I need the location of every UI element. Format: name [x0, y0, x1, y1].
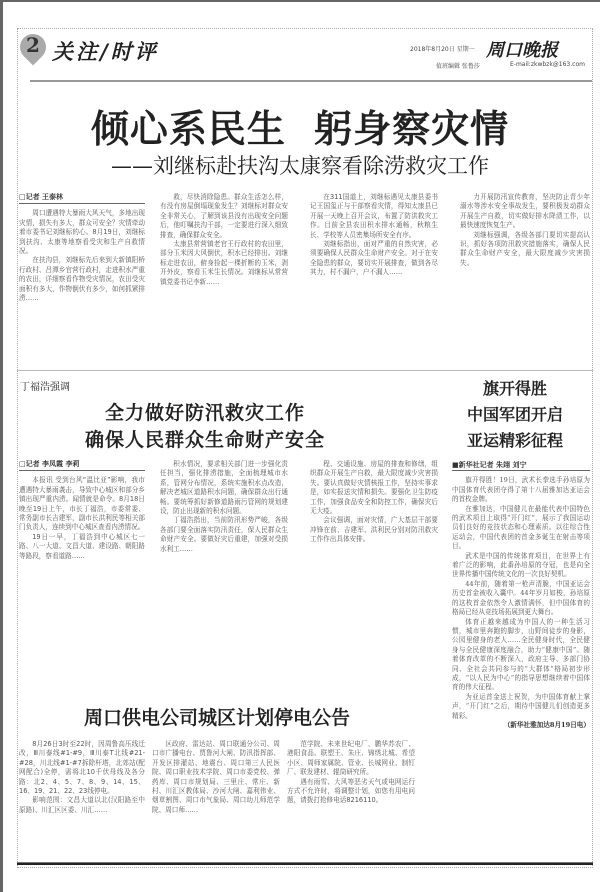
- newspaper-logo: 周口晚报: [486, 40, 558, 61]
- asian-games-byline: ■新华社记者 朱翊 刘宁: [452, 460, 590, 471]
- lead-byline: □记者 王泰林: [19, 193, 145, 204]
- paragraph: 在311国道上，刘继标遇见太康县委书记王国玺正与干部察看灾情，得知太康县已开展一天晚上召开会议，布置了防洪救灾工作。目前全县农田积水排水通畅，秋粮生长、学校等人员密集场所安全有序。: [310, 193, 438, 239]
- flood-column-2: [160, 460, 288, 685]
- flood-byline: □记者 李凤霞 李莉: [19, 460, 145, 471]
- paragraph: 8月26日3时至22时，因周鲁高压线迁改，Ⅲ川泰线#1-#9，Ⅲ川泰T北线#21-#28，川北线#1-#7拆除杆塔，北郊站(配网配合)全停，需将北10千伏母线及各分路：北2、4、5、7、8、9、14、15、16、19、21、22、23线停电。: [19, 740, 145, 796]
- asian-games-column: [452, 460, 590, 860]
- paragraph: 丁福浩指出，当前防汛形势严峻，各级各部门要全面落实防汛责任，保人民群众生命财产安全。要做好灾后重建，加强对受损水利工……: [160, 516, 288, 553]
- paragraph: 积水情况，要求相关部门进一步强化责任担当，强化排涝措施，全面梳理城市水系，管网分布情况，系统实施积水点改造，解决老城区道路积水问题，确保群众出行通畅。要统筹抓好新修道路雨污管网的规划建设，防止出现新的积水问题。: [160, 460, 288, 516]
- contact-email: E-mail:zkwbzk@163.com: [510, 61, 585, 68]
- section-title: 关注/时评: [52, 39, 159, 64]
- lead-subheadline: ——刘继标赴扶沟太康察看除涝救灾工作: [111, 154, 489, 178]
- headline-line: 亚运精彩征程: [466, 431, 563, 450]
- paragraph: 影响范围：文昌大道以北(汉阳路至中原路)、川汇区区委、川汇……: [19, 796, 145, 814]
- headline-line: 旗开得胜: [482, 379, 547, 398]
- issue-date: 2018年8月20日 星期一: [410, 46, 475, 53]
- bottom-rule: [17, 862, 593, 865]
- paragraph: 太康县常营镇老官王行政村的农田里，部分玉米因大风倒伏，积水已经排出。刘继标走进农田，俯身捡起一棵折断的玉米，剥开外皮，察看玉米生长情况。刘继标从常营镇党委书记李新……: [160, 240, 288, 286]
- asian-games-headline: [440, 376, 590, 454]
- paragraph: 遇有雨雪、大风等恶劣天气或电网运行方式不允许时，将调整计划，如您有用电问题，请拨打抢修电话8216110。: [287, 777, 415, 805]
- paragraph: 44年前，随着第一枪声清脆，中国亚运会历史首金被收入囊中。44年岁月如梭，孙培原的这枚首金依然令人激情满怀，但中国体育的格局已经从竞技场拓展到更大舞台。: [452, 579, 590, 617]
- flood-column-3: [310, 460, 438, 685]
- notice-column-1: [19, 740, 145, 850]
- paragraph: 武术是中国的传统体育项目，在世界上有着广泛的影响，此番孙培原的夺冠，也是向全世界传播中国传统文化的一次良好契机。: [452, 551, 590, 579]
- paragraph: 区政府、雷达站、周口联通分公司、周口市广播电台、贾鲁河大闸、防汛指挥部、开发区排灌站、地震台、周口第三人民医院、周口职业技术学院、周口市委党校、弹药库、周口市规划局、三里庄、常庄、新村、川汇区教体局、沙河大闸、嘉利伟业、烟草割图、周口市气象局、周口幼儿师范学院、周口师……: [152, 740, 280, 814]
- lead-column-4: [460, 193, 590, 365]
- paragraph: 救，尽快消除隐患。群众生活怎么样，有没有房屋倒塌现象发生？刘继标对群众安全非常关心，了解到该县没有出现安全问题后，他叮嘱扶沟干部，一定要进行深入细致排查，确保群众安全。: [160, 193, 288, 239]
- paragraph: 旗开得胜！19日，武术长拳选手孙培原为中国体育代表团夺得了第十八届雅加达亚运会的首枚金牌。: [452, 476, 590, 504]
- paragraph: 在雅加达，中国健儿在最能代表中国特色的武术项目上取得“开门红”，展示了我国运动员们良好的竞技状态和心理素质。以往综合性运动会，中国代表团的首金多诞生在射击等项目。: [452, 504, 590, 551]
- lead-column-1: [19, 193, 145, 365]
- flood-kicker: 丁福浩强调: [20, 382, 70, 393]
- flood-headline-2: 确保人民群众生命财产安全: [84, 429, 325, 451]
- paragraph: 19日一早，丁福浩到中心城区七一路、八一大道、文昌大道、建设路、朝阳路等路段，察看道路……: [19, 532, 145, 560]
- paragraph: 周口遭遇特大暴雨大风天气，多地出现灾情，损失有多大，群众可安全？灾情牵动着市委书记刘继标的心。8月19日，刘继标到扶沟、太康等地察看受灾和生产自救情况。: [19, 209, 145, 256]
- dateline: （新华社雅加达8月19日电）: [503, 720, 590, 729]
- header-rule: [30, 80, 592, 82]
- paragraph: 刘继标强调，各级各部门要切实提高认识，抓好各项防汛救灾措施落实，确保人民群众生命财产安全，最大限度减少灾害损失。: [460, 230, 590, 267]
- lead-headline: 倾心系民生 躬身察灾情: [90, 106, 510, 151]
- headline-line: 中国军团开启: [466, 405, 563, 424]
- duty-editor: 值班编辑 张鲁莎: [436, 63, 480, 70]
- paragraph: 本报讯 受到台风“温比亚”影响，我市遭遇特大暴雨袭击，导致中心城区和部分乡镇出现严重内涝。闻情就是命令。8月18日晚至19日上午，市长丁福浩，市委常委、常务副市长吉建军，副市长洪利民等相关部门负责人，连续到中心城区查看内涝情况。: [19, 476, 145, 532]
- section-divider: [17, 370, 593, 371]
- paragraph: 体育正越来越成为中国人的一种生活习惯，城市里奔跑的脚步，山野间徒步的身影，公园里健身的老人……全民健身时代，全民健身与全民健康深度融合，助力“健康中国”。随着体育改革的不断深入，政府主导、多部门协同、全社会共同参与的“大群体”格局初步形成，“以人民为中心”的指导思想继续着中国体育的伟大征程。: [452, 617, 590, 692]
- paragraph: 为亚运首金送上祝贺，为中国体育献上掌声，“开门红”之后，期待中国健儿们创造更多精彩。: [452, 692, 590, 720]
- notice-column-3: [287, 740, 415, 850]
- lead-column-2: [160, 193, 288, 365]
- paragraph: 范学院、未来世纪电厂、鹏华苏农厂、港阳食品、联塑王、朱庄、锦绣北城、希望小区、周师家属院、管业、长城网业、制钉厂、联发建材、辊筒研究所。: [287, 740, 415, 777]
- paragraph: 在扶沟县，刘继标先后来到大新镇阳桥行政村、吕潭乡官营行政村，走进积水严重的农田，详细察看作物受灾情况，农田受灾面积有多大，作物倒伏有多少，如何抓紧排涝……: [19, 256, 145, 303]
- flood-headline-1: 全力做好防汛救灾工作: [104, 402, 305, 424]
- notice-headline: 周口供电公司城区计划停电公告: [83, 707, 350, 729]
- flood-column-1: [19, 460, 145, 685]
- page-number: 2: [26, 33, 40, 57]
- paragraph: 会议强调，面对灾情，广大基层干部要冲锋在前、吉建军、洪利民分别对防汛救灾工作作出具体安排。: [310, 516, 438, 544]
- paragraph: 程、交通设施、房屋的排查和修缮，组织群众开展生产自救，最大限度减少灾害损失。要认真做好灾情核报工作，坚持实事求是，如实报送灾情和损失。要强化卫生防疫工作，加强食品安全和防控工作，确保灾后无大疫。: [310, 460, 438, 516]
- paragraph: 刘继标指出，面对严重的自然灾害，必须要确保人民群众生命财产安全。对于在安全隐患的群众，要切实开展排查，做到各尽其力，村不漏户，户不漏人……: [310, 240, 438, 277]
- paragraph: 力开展防汛宣传教育，坚决防止青少年溺水等涉水安全事故发生，要积极发动群众开展生产自救，切实做好排水降渍工作，以最快速度恢复生产。: [460, 193, 590, 230]
- notice-column-2: [152, 740, 280, 850]
- lead-column-3: [310, 193, 438, 365]
